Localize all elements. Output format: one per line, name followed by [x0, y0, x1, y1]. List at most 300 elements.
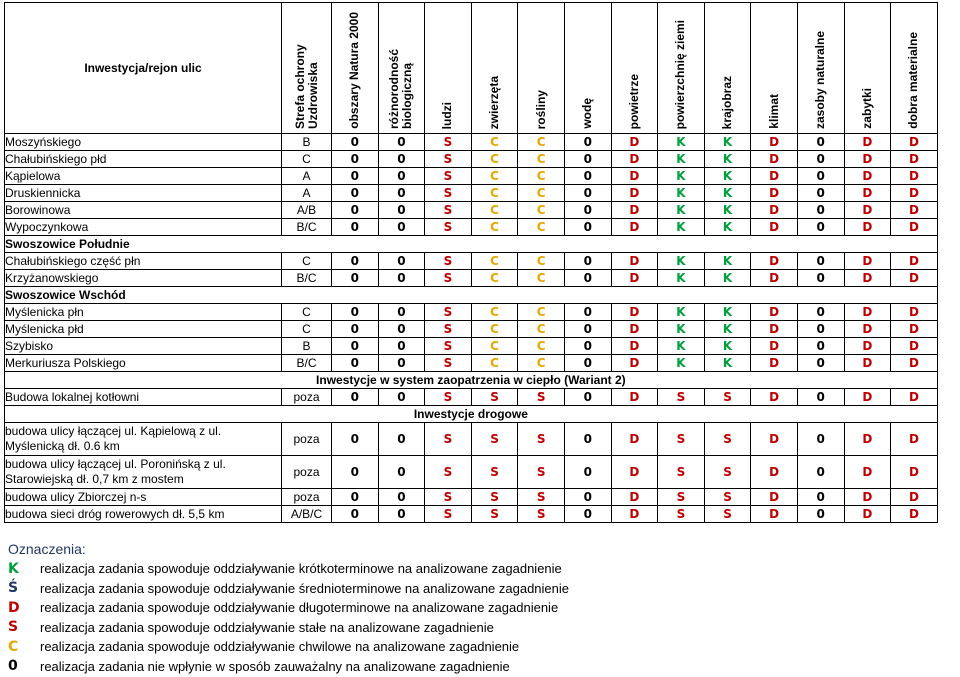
table-row [5, 134, 938, 151]
legend-text: realizacja zadania spowoduje oddziaływanie średnioterminowe na analizowane zagadnienie [40, 580, 570, 596]
impact-cell: C [518, 134, 565, 151]
table-row [5, 389, 938, 406]
impact-cell: D [611, 456, 658, 489]
impact-cell: C [518, 151, 565, 168]
impact-cell: C [518, 355, 565, 372]
legend-text: realizacja zadania spowoduje oddziaływanie długoterminowe na analizowane zagadnienie [40, 600, 559, 616]
impact-cell: S [518, 423, 565, 456]
impact-cell: 0 [797, 456, 844, 489]
column-header [425, 3, 472, 134]
impact-cell: 0 [797, 185, 844, 202]
impact-cell: D [611, 389, 658, 406]
impact-cell: D [891, 489, 938, 506]
impact-cell: D [751, 304, 798, 321]
impact-cell: D [751, 355, 798, 372]
impact-cell: D [844, 134, 891, 151]
impact-cell: C [518, 168, 565, 185]
impact-cell: S [471, 456, 518, 489]
impact-cell: D [844, 202, 891, 219]
impact-cell: 0 [564, 202, 611, 219]
impact-cell: 0 [797, 389, 844, 406]
impact-cell: D [611, 423, 658, 456]
table-row [5, 185, 938, 202]
impact-cell: S [704, 423, 751, 456]
impact-cell: D [751, 185, 798, 202]
table-row [5, 202, 938, 219]
impact-cell: S [471, 423, 518, 456]
impact-cell: D [611, 270, 658, 287]
impact-cell: S [425, 168, 472, 185]
impact-cell: K [704, 270, 751, 287]
impact-cell: 0 [564, 219, 611, 236]
table-row [5, 355, 938, 372]
impact-cell: D [844, 506, 891, 523]
table-header-row [5, 3, 938, 134]
impact-cell: 0 [332, 489, 379, 506]
impact-cell: D [751, 253, 798, 270]
table-row [5, 253, 938, 270]
impact-cell: 0 [378, 338, 425, 355]
impact-cell: C [471, 185, 518, 202]
impact-cell: K [658, 185, 705, 202]
impact-cell: 0 [332, 168, 379, 185]
impact-cell: D [891, 219, 938, 236]
impact-cell: D [844, 389, 891, 406]
impact-cell: 0 [332, 456, 379, 489]
impact-cell: D [611, 219, 658, 236]
impact-cell: S [425, 355, 472, 372]
impact-cell: 0 [564, 321, 611, 338]
impact-cell: D [611, 168, 658, 185]
zone-cell: C [282, 253, 332, 270]
impact-cell: D [611, 185, 658, 202]
impact-cell: D [891, 355, 938, 372]
impact-cell: K [658, 304, 705, 321]
impact-cell: D [751, 456, 798, 489]
impact-cell: D [891, 456, 938, 489]
zone-cell: poza [282, 389, 332, 406]
column-header [891, 3, 938, 134]
table-row [5, 506, 938, 523]
impact-cell: D [891, 270, 938, 287]
impact-cell: 0 [378, 489, 425, 506]
impact-cell: D [891, 202, 938, 219]
impact-cell: 0 [797, 506, 844, 523]
impact-cell: K [704, 253, 751, 270]
legend-symbol: Ś [8, 580, 19, 597]
impact-cell: 0 [564, 338, 611, 355]
legend-symbol: 0 [8, 658, 18, 675]
impact-cell: 0 [378, 151, 425, 168]
impact-cell: 0 [564, 270, 611, 287]
zone-cell: B [282, 338, 332, 355]
impact-cell: 0 [564, 355, 611, 372]
impact-cell: K [658, 219, 705, 236]
impact-cell: 0 [564, 423, 611, 456]
impact-cell: D [891, 168, 938, 185]
column-header [658, 3, 705, 134]
section-header-row [5, 406, 938, 423]
impact-cell: D [844, 489, 891, 506]
impact-cell: C [471, 321, 518, 338]
impact-cell: 0 [332, 338, 379, 355]
impact-cell: C [471, 304, 518, 321]
section-header: Inwestycje w system zaopatrzenia w ciepło (Wariant 2) [5, 372, 938, 389]
impact-cell: S [658, 389, 705, 406]
impact-cell: S [425, 185, 472, 202]
impact-cell: S [518, 389, 565, 406]
legend-items [8, 559, 569, 676]
impact-cell: K [658, 151, 705, 168]
impact-cell: K [658, 355, 705, 372]
column-header [282, 3, 332, 134]
zone-cell: B [282, 134, 332, 151]
zone-cell: poza [282, 423, 332, 456]
impact-cell: D [844, 321, 891, 338]
row-name: Moszyńskiego [5, 134, 282, 151]
impact-cell: 0 [378, 423, 425, 456]
impact-cell: 0 [332, 389, 379, 406]
legend-item [8, 559, 569, 579]
legend-symbol: S [8, 619, 19, 636]
column-header [704, 3, 751, 134]
row-name: Merkuriusza Polskiego [5, 355, 282, 372]
impact-cell: 0 [564, 389, 611, 406]
impact-cell: S [425, 489, 472, 506]
impact-cell: S [658, 506, 705, 523]
impact-cell: 0 [332, 253, 379, 270]
zone-cell: C [282, 321, 332, 338]
impact-cell: S [425, 202, 472, 219]
row-name: budowa ulicy łączącej ul. Poronińską z ul. Starowiejską dł. 0,7 km z mostem [5, 456, 282, 489]
impact-cell: 0 [564, 489, 611, 506]
zone-cell: B/C [282, 355, 332, 372]
impact-cell: 0 [378, 456, 425, 489]
impact-cell: S [425, 219, 472, 236]
impact-cell: K [658, 270, 705, 287]
impact-cell: K [704, 168, 751, 185]
row-name: Wypoczynkowa [5, 219, 282, 236]
table-row [5, 304, 938, 321]
impact-cell: D [891, 338, 938, 355]
zone-cell: B/C [282, 270, 332, 287]
column-header-label: ludzi [440, 101, 455, 129]
impact-cell: S [425, 321, 472, 338]
impact-cell: C [471, 253, 518, 270]
row-name: Druskiennicka [5, 185, 282, 202]
impact-cell: D [844, 456, 891, 489]
impact-cell: 0 [797, 134, 844, 151]
impact-cell: S [425, 253, 472, 270]
impact-cell: K [704, 355, 751, 372]
table-row [5, 338, 938, 355]
impact-cell: S [471, 506, 518, 523]
column-header-label: klimat [766, 94, 781, 129]
impact-cell: S [658, 456, 705, 489]
impact-cell: 0 [332, 304, 379, 321]
impact-cell: 0 [378, 202, 425, 219]
impact-cell: S [425, 151, 472, 168]
impact-cell: D [844, 219, 891, 236]
impact-cell: D [844, 168, 891, 185]
impact-cell: D [891, 185, 938, 202]
section-header: Inwestycje drogowe [5, 406, 938, 423]
impact-cell: D [751, 202, 798, 219]
legend-symbol: D [8, 599, 20, 616]
legend-item [8, 598, 569, 618]
impact-cell: D [751, 168, 798, 185]
impact-cell: S [425, 389, 472, 406]
impact-cell: K [704, 304, 751, 321]
column-header [564, 3, 611, 134]
impact-cell: C [471, 338, 518, 355]
table-row [5, 270, 938, 287]
impact-cell: D [751, 151, 798, 168]
impact-cell: 0 [378, 389, 425, 406]
impact-cell: D [751, 270, 798, 287]
section-header-row [5, 372, 938, 389]
impact-cell: S [658, 423, 705, 456]
impact-cell: S [704, 489, 751, 506]
column-header [332, 3, 379, 134]
impact-cell: S [425, 506, 472, 523]
impact-cell: 0 [378, 506, 425, 523]
impact-cell: C [471, 219, 518, 236]
zone-cell: poza [282, 456, 332, 489]
impact-cell: 0 [378, 134, 425, 151]
impact-cell: 0 [332, 423, 379, 456]
corner-header: Inwestycja/rejon ulic [5, 3, 282, 134]
impact-cell: 0 [564, 506, 611, 523]
legend-item [8, 618, 569, 638]
impact-cell: 0 [378, 219, 425, 236]
impact-cell: 0 [564, 304, 611, 321]
impact-cell: D [611, 151, 658, 168]
impact-cell: S [425, 134, 472, 151]
legend-item [8, 637, 569, 657]
impact-cell: 0 [797, 423, 844, 456]
impact-cell: S [518, 506, 565, 523]
legend-symbol: C [8, 638, 19, 655]
impact-cell: D [891, 304, 938, 321]
impact-cell: D [751, 389, 798, 406]
table-body [5, 134, 938, 523]
legend-text: realizacja zadania spowoduje oddziaływanie krótkoterminowe na analizowane zagadnienie [40, 561, 562, 577]
impact-cell: D [844, 253, 891, 270]
impact-cell: 0 [797, 489, 844, 506]
column-header-label: rośliny [533, 89, 548, 129]
impact-cell: 0 [564, 185, 611, 202]
impact-cell: 0 [332, 270, 379, 287]
table-row [5, 456, 938, 489]
impact-cell: D [844, 304, 891, 321]
column-header [518, 3, 565, 134]
impact-cell: S [704, 456, 751, 489]
impact-cell: D [844, 151, 891, 168]
impact-cell: D [751, 423, 798, 456]
column-header-label: krajobraz [720, 75, 735, 129]
impact-cell: C [518, 219, 565, 236]
impact-cell: D [751, 134, 798, 151]
impact-cell: C [518, 270, 565, 287]
impact-cell: 0 [564, 253, 611, 270]
impact-cell: C [471, 151, 518, 168]
impact-cell: C [518, 253, 565, 270]
column-header-label: Strefa ochrony Uzdrowiska [292, 44, 320, 129]
impact-cell: S [704, 389, 751, 406]
impact-cell: D [844, 338, 891, 355]
impact-cell: 0 [564, 168, 611, 185]
row-name: Borowinowa [5, 202, 282, 219]
column-header [378, 3, 425, 134]
impact-cell: D [751, 321, 798, 338]
impact-cell: C [518, 304, 565, 321]
impact-cell: D [891, 253, 938, 270]
table-row [5, 321, 938, 338]
impact-cell: C [518, 321, 565, 338]
column-header-label: różnorodność biologiczną [387, 49, 415, 129]
impact-cell: K [704, 185, 751, 202]
impact-cell: K [704, 151, 751, 168]
impact-cell: 0 [564, 151, 611, 168]
impact-cell: D [891, 423, 938, 456]
impact-cell: D [844, 423, 891, 456]
impact-cell: D [611, 253, 658, 270]
column-header [844, 3, 891, 134]
group-label: Swoszowice Południe [5, 236, 938, 253]
legend-text: realizacja zadania spowoduje oddziaływanie stałe na analizowane zagadnienie [40, 619, 494, 635]
impact-cell: 0 [797, 219, 844, 236]
impact-cell: D [844, 355, 891, 372]
column-header [471, 3, 518, 134]
impact-cell: D [844, 270, 891, 287]
impact-cell: 0 [564, 456, 611, 489]
impact-cell: 0 [797, 253, 844, 270]
zone-cell: A [282, 185, 332, 202]
impact-cell: 0 [797, 151, 844, 168]
legend [8, 541, 569, 676]
table-row [5, 219, 938, 236]
table-row [5, 168, 938, 185]
impact-cell: C [471, 202, 518, 219]
impact-cell: C [518, 202, 565, 219]
impact-cell: D [611, 338, 658, 355]
impact-cell: K [658, 321, 705, 338]
impact-cell: 0 [564, 134, 611, 151]
impact-cell: D [891, 151, 938, 168]
impact-cell: K [658, 202, 705, 219]
column-header-label: wodę [580, 98, 595, 129]
impact-cell: K [704, 202, 751, 219]
row-name: Kąpielowa [5, 168, 282, 185]
zone-cell: A/B [282, 202, 332, 219]
impact-cell: 0 [332, 506, 379, 523]
impact-cell: C [471, 134, 518, 151]
row-name: budowa sieci dróg rowerowych dł. 5,5 km [5, 506, 282, 523]
row-name: Budowa lokalnej kotłowni [5, 389, 282, 406]
impact-cell: D [611, 202, 658, 219]
impact-cell: K [658, 253, 705, 270]
column-header [797, 3, 844, 134]
zone-cell: poza [282, 489, 332, 506]
impact-cell: D [844, 185, 891, 202]
impact-cell: 0 [378, 304, 425, 321]
impact-cell: 0 [797, 304, 844, 321]
impact-cell: 0 [332, 134, 379, 151]
impact-cell: D [751, 489, 798, 506]
row-name: Myślenicka płd [5, 321, 282, 338]
impact-cell: D [751, 506, 798, 523]
impact-cell: S [471, 489, 518, 506]
impact-cell: K [704, 338, 751, 355]
zone-cell: B/C [282, 219, 332, 236]
impact-cell: 0 [378, 270, 425, 287]
zone-cell: A [282, 168, 332, 185]
impact-cell: D [891, 134, 938, 151]
impact-cell: 0 [797, 168, 844, 185]
impact-cell: 0 [332, 355, 379, 372]
impact-cell: 0 [378, 253, 425, 270]
impact-cell: S [425, 270, 472, 287]
table-row [5, 423, 938, 456]
impact-cell: C [471, 355, 518, 372]
impact-cell: 0 [332, 219, 379, 236]
group-row [5, 236, 938, 253]
impact-cell: S [518, 489, 565, 506]
impact-cell: D [611, 134, 658, 151]
column-header-label: dobra materialne [906, 32, 921, 129]
legend-title: Oznaczenia: [8, 541, 86, 557]
impact-matrix-table [4, 2, 938, 523]
column-header-label: zasoby naturalne [813, 30, 828, 129]
row-name: Myślenicka płn [5, 304, 282, 321]
impact-cell: S [425, 456, 472, 489]
impact-cell: S [658, 489, 705, 506]
column-header-label: zwierzęta [487, 75, 502, 129]
impact-cell: D [891, 321, 938, 338]
impact-cell: K [658, 168, 705, 185]
row-name: budowa ulicy Zbiorczej n-s [5, 489, 282, 506]
table-row [5, 151, 938, 168]
legend-text: realizacja zadania spowoduje oddziaływanie chwilowe na analizowane zagadnienie [40, 639, 520, 655]
zone-cell: A/B/C [282, 506, 332, 523]
impact-cell: S [425, 304, 472, 321]
impact-cell: 0 [332, 202, 379, 219]
row-name: Szybisko [5, 338, 282, 355]
row-name: Chałubińskiego część płn [5, 253, 282, 270]
impact-cell: D [751, 219, 798, 236]
impact-cell: 0 [332, 151, 379, 168]
impact-cell: 0 [378, 185, 425, 202]
group-row [5, 287, 938, 304]
impact-cell: K [704, 321, 751, 338]
impact-cell: K [704, 219, 751, 236]
impact-cell: C [471, 270, 518, 287]
impact-cell: D [611, 304, 658, 321]
table-row [5, 489, 938, 506]
impact-cell: D [751, 338, 798, 355]
impact-cell: 0 [378, 355, 425, 372]
legend-text: realizacja zadania nie wpłynie w sposób zauważalny na analizowane zagadnienie [40, 658, 510, 674]
impact-cell: K [658, 134, 705, 151]
impact-cell: 0 [797, 355, 844, 372]
impact-cell: S [425, 338, 472, 355]
column-header [751, 3, 798, 134]
impact-cell: 0 [797, 270, 844, 287]
impact-cell: K [658, 338, 705, 355]
impact-cell: 0 [332, 321, 379, 338]
zone-cell: C [282, 304, 332, 321]
